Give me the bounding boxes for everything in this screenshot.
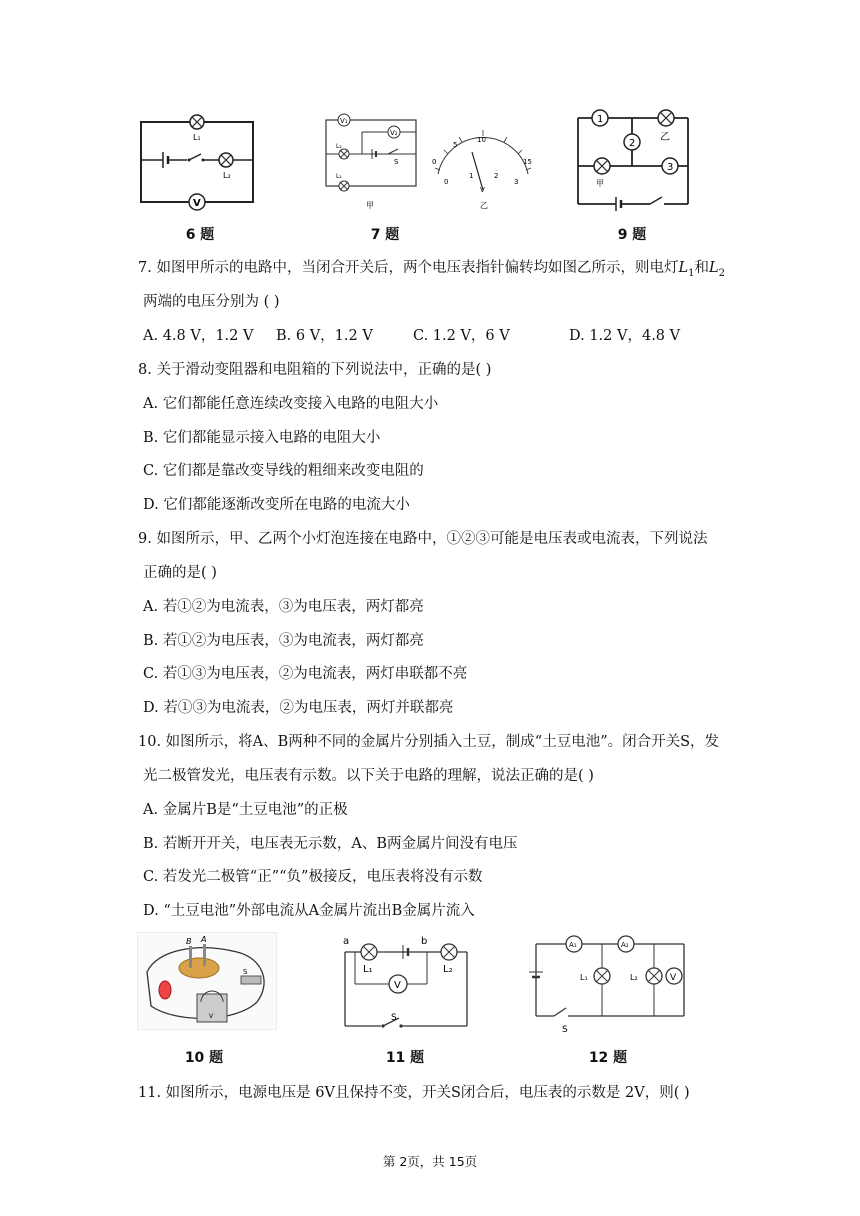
q7-sub-1: 1 xyxy=(688,267,695,279)
svg-text:0: 0 xyxy=(432,158,437,166)
svg-text:V: V xyxy=(193,198,201,209)
svg-text:2: 2 xyxy=(494,172,499,180)
svg-text:L₁: L₁ xyxy=(363,964,373,975)
svg-text:a: a xyxy=(343,936,350,947)
svg-text:S: S xyxy=(562,1025,568,1034)
svg-text:0: 0 xyxy=(444,178,449,186)
svg-text:S: S xyxy=(391,1013,397,1023)
svg-text:S: S xyxy=(243,968,248,976)
svg-text:15: 15 xyxy=(523,158,532,166)
svg-text:S: S xyxy=(394,158,399,166)
q7-var-l2: L xyxy=(708,260,719,276)
svg-text:A: A xyxy=(201,935,207,944)
svg-text:V: V xyxy=(480,186,485,194)
svg-text:1: 1 xyxy=(469,172,474,180)
q10-option-c: C. 若发光二极管“正”“负”极接反，电压表将没有示数 xyxy=(143,869,483,885)
q10-stem: 10. 如图所示，将A、B两种不同的金属片分别插入土豆，制成“土豆电池”。闭合开关S，发 xyxy=(138,734,720,750)
figure-6-circuit xyxy=(135,112,260,212)
figure-7-caption: 7 题 xyxy=(370,227,400,243)
figure-11-circuit xyxy=(337,932,482,1032)
q7-option-b: B. 6 V，1.2 V xyxy=(276,328,373,344)
svg-text:b: b xyxy=(421,936,428,947)
q7-option-a: A. 4.8 V，1.2 V xyxy=(143,328,254,344)
q8-option-d: D. 它们都能逐渐改变所在电路的电流大小 xyxy=(143,497,410,513)
q7-sub-2: 2 xyxy=(718,267,725,279)
figure-9-lamp-jia: 甲 xyxy=(596,179,604,188)
svg-text:3: 3 xyxy=(667,162,674,173)
svg-text:L₁: L₁ xyxy=(193,133,201,142)
q8-option-b: B. 它们都能显示接入电路的电阻大小 xyxy=(143,430,381,446)
svg-text:L₂: L₂ xyxy=(223,171,231,180)
svg-text:V₂: V₂ xyxy=(390,129,398,137)
figure-7-label-jia: 甲 xyxy=(366,201,374,210)
page-footer: 第 2页，共 15页 xyxy=(382,1154,478,1169)
q7-stem xyxy=(138,258,725,284)
q7-option-c: C. 1.2 V，6 V xyxy=(413,328,510,344)
figure-7-label-yi: 乙 xyxy=(480,201,488,210)
q10-option-a: A. 金属片B是“土豆电池”的正极 xyxy=(143,802,348,818)
q9-stem: 9. 如图所示，甲、乙两个小灯泡连接在电路中，①②③可能是电压表或电流表，下列说法 xyxy=(138,531,708,547)
svg-text:B: B xyxy=(186,937,192,946)
q10-stem-line2: 光二极管发光，电压表有示数。以下关于电路的理解，说法正确的是( ) xyxy=(143,768,594,784)
figure-9-circuit xyxy=(572,104,702,216)
svg-text:A₁: A₁ xyxy=(569,941,577,949)
q7-stem-text: 7. 如图甲所示的电路中，当闭合开关后，两个电压表指针偏转均如图乙所示，则电灯 xyxy=(138,260,679,276)
svg-text:3: 3 xyxy=(514,178,519,186)
q8-option-c: C. 它们都是靠改变导线的粗细来改变电阻的 xyxy=(143,463,424,479)
svg-text:10: 10 xyxy=(477,136,486,144)
figure-12-circuit xyxy=(524,928,692,1034)
q8-option-a: A. 它们都能任意连续改变接入电路的电阻大小 xyxy=(143,396,439,412)
svg-text:A₂: A₂ xyxy=(621,941,629,949)
figure-12-caption: 12 题 xyxy=(588,1050,628,1066)
q9-option-d: D. 若①③为电流表，②为电压表，两灯并联都亮 xyxy=(143,700,454,716)
svg-text:L₂: L₂ xyxy=(336,143,342,150)
svg-text:V: V xyxy=(209,1013,214,1020)
q8-stem: 8. 关于滑动变阻器和电阻箱的下列说法中，正确的是( ) xyxy=(138,362,492,378)
q7-var-l1: L xyxy=(678,260,689,276)
q9-stem-line2: 正确的是( ) xyxy=(143,565,217,581)
q10-option-b: B. 若断开开关，电压表无示数，A、B两金属片间没有电压 xyxy=(143,836,518,852)
svg-text:L₂: L₂ xyxy=(630,973,638,982)
svg-text:1: 1 xyxy=(597,114,604,125)
svg-text:L₁: L₁ xyxy=(336,173,342,180)
svg-text:V: V xyxy=(394,980,401,991)
figure-6-caption: 6 题 xyxy=(185,227,215,243)
svg-text:V: V xyxy=(670,973,677,983)
q9-option-c: C. 若①③为电压表，②为电流表，两灯串联都不亮 xyxy=(143,666,468,682)
svg-text:5: 5 xyxy=(453,141,458,149)
figure-10-caption: 10 题 xyxy=(184,1050,224,1066)
svg-text:L₂: L₂ xyxy=(443,964,453,975)
figure-7-circuit xyxy=(322,112,532,212)
svg-text:L₁: L₁ xyxy=(580,973,588,982)
q7-option-d: D. 1.2 V，4.8 V xyxy=(569,328,681,344)
svg-text:V₁: V₁ xyxy=(340,117,348,125)
figure-9-lamp-yi: 乙 xyxy=(660,132,670,143)
figure-9-caption: 9 题 xyxy=(617,227,647,243)
q11-stem: 11. 如图所示，电源电压是 6V且保持不变，开关S闭合后，电压表的示数是 2V，则( ) xyxy=(138,1085,690,1101)
q7-and: 和 xyxy=(694,260,709,276)
q9-option-b: B. 若①②为电压表，③为电流表，两灯都亮 xyxy=(143,633,424,649)
q9-option-a: A. 若①②为电流表，③为电压表，两灯都亮 xyxy=(143,599,424,615)
figure-10-potato-battery xyxy=(137,932,277,1030)
q7-stem-line2: 两端的电压分别为 ( ) xyxy=(143,294,280,310)
figure-11-caption: 11 题 xyxy=(385,1050,425,1066)
q10-option-d: D. “土豆电池”外部电流从A金属片流出B金属片流入 xyxy=(143,903,475,919)
svg-text:2: 2 xyxy=(629,138,636,149)
